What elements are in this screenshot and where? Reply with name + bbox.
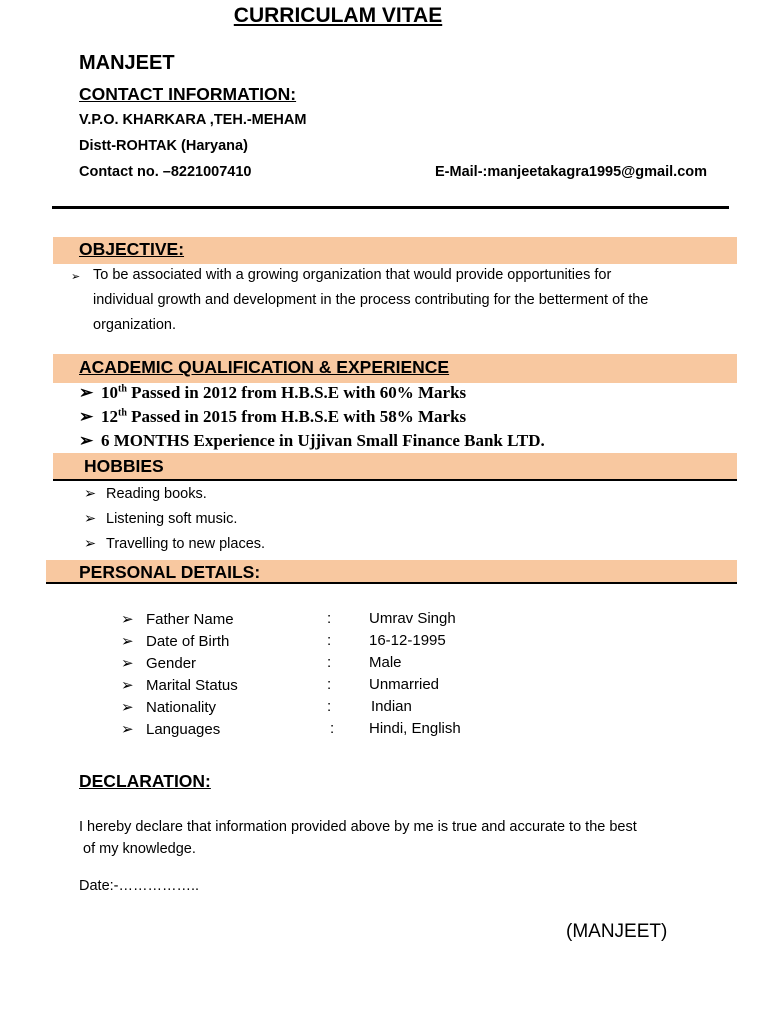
bullet-arrow-icon: ➢ (79, 407, 94, 426)
hobby-item: ➢ Travelling to new places. (84, 536, 266, 552)
personal-row: ➢ Languages (121, 721, 221, 738)
bullet-arrow-icon: ➢ (121, 611, 134, 628)
hobby-item: ➢ Reading books. (84, 486, 207, 502)
personal-row: ➢ Marital Status (121, 677, 238, 694)
bullet-arrow-icon: ➢ (121, 633, 134, 650)
declaration-line-1: I hereby declare that information provided above by me is true and accurate to the best (79, 819, 637, 835)
personal-separator: : (330, 720, 335, 737)
bullet-arrow-icon: ➢ (84, 486, 97, 502)
personal-value: Hindi, English (369, 720, 461, 737)
bullet-arrow-icon: ➢ (84, 536, 97, 552)
hobbies-underline (53, 479, 737, 481)
contact-phone: Contact no. –8221007410 (79, 164, 252, 180)
declaration-heading: DECLARATION: (79, 771, 211, 791)
contact-heading: CONTACT INFORMATION: (79, 84, 297, 104)
personal-separator: : (327, 610, 332, 627)
personal-row: ➢ Gender (121, 655, 197, 672)
personal-value: Indian (371, 698, 412, 715)
personal-separator: : (327, 632, 332, 649)
academic-item: ➢ 12th Passed in 2015 from H.B.S.E with 58% Marks (79, 407, 467, 426)
personal-row: ➢ Date of Birth (121, 633, 230, 650)
personal-separator: : (327, 698, 332, 715)
address-line-2: Distt-ROHTAK (Haryana) (79, 138, 248, 154)
objective-line-3: organization. (93, 317, 177, 333)
personal-value: Umrav Singh (369, 610, 456, 627)
candidate-name: MANJEET (79, 52, 175, 74)
personal-row: ➢ Father Name (121, 611, 234, 628)
hobby-item: ➢ Listening soft music. (84, 511, 238, 527)
personal-value: Male (369, 654, 402, 671)
academic-item: ➢ 6 MONTHS Experience in Ujjivan Small Finance Bank LTD. (79, 431, 545, 450)
academic-item: ➢ 10th Passed in 2012 from H.B.S.E with 60% Marks (79, 383, 467, 402)
bullet-arrow-icon: ➢ (71, 271, 81, 283)
bullet-arrow-icon: ➢ (79, 383, 94, 402)
declaration-date: Date:-…………….. (79, 878, 200, 894)
hobbies-heading: HOBBIES (84, 456, 164, 476)
objective-heading: OBJECTIVE: (79, 239, 185, 259)
bullet-arrow-icon: ➢ (79, 431, 94, 450)
bullet-arrow-icon: ➢ (121, 721, 134, 738)
header-divider (52, 206, 729, 209)
academic-heading: ACADEMIC QUALIFICATION & EXPERIENCE (79, 357, 450, 377)
personal-separator: : (327, 676, 332, 693)
personal-separator: : (327, 654, 332, 671)
address-line-1: V.P.O. KHARKARA ,TEH.-MEHAM (79, 112, 307, 128)
declaration-line-2: of my knowledge. (79, 841, 196, 857)
personal-value: Unmarried (369, 676, 440, 693)
personal-heading: PERSONAL DETAILS: (79, 562, 261, 582)
signature-name: (MANJEET) (566, 921, 668, 942)
bullet-arrow-icon: ➢ (84, 511, 97, 527)
personal-row: ➢ Nationality (121, 699, 217, 716)
bullet-arrow-icon: ➢ (121, 677, 134, 694)
bullet-arrow-icon: ➢ (121, 699, 134, 716)
document-title: CURRICULAM VITAE (233, 4, 443, 27)
objective-line-2: individual growth and development in the process contributing for the betterment of the (93, 292, 649, 308)
contact-email: E-Mail-:manjeetakagra1995@gmail.com (435, 164, 708, 180)
objective-line-1: To be associated with a growing organization that would provide opportunities for (93, 267, 612, 283)
personal-value: 16-12-1995 (369, 632, 446, 649)
bullet-arrow-icon: ➢ (121, 655, 134, 672)
